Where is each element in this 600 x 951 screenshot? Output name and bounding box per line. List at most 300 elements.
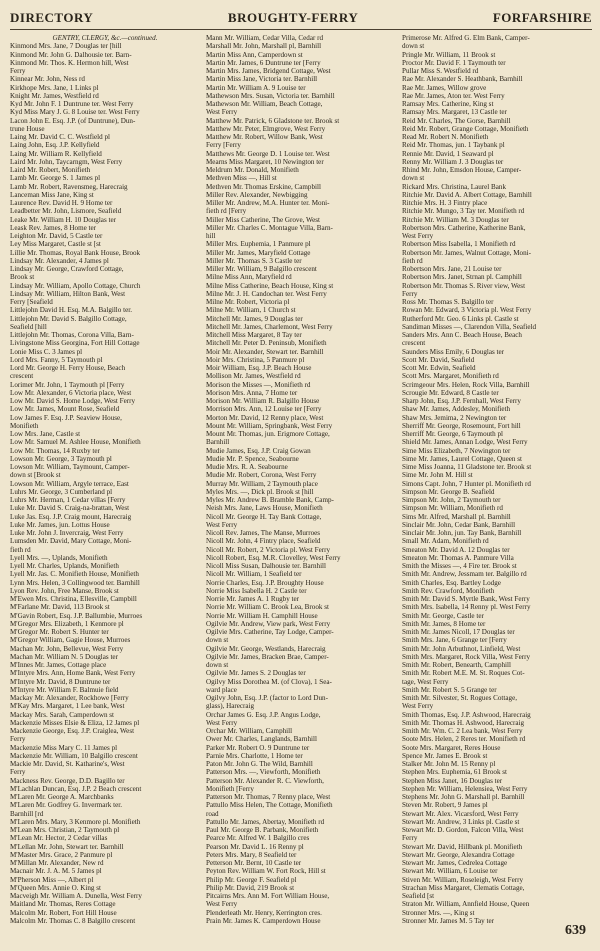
directory-entry: Rae Mr. James, Willow grove xyxy=(402,83,487,92)
directory-entry: Rutherford Mr. Geo. 6 Links pl. Castle st xyxy=(402,314,519,323)
directory-entry: Mathewson Mr. William, Beach Cottage, xyxy=(206,100,323,108)
directory-entry: Mathewson Mrs. Susan, Victoria ter. Barnhill xyxy=(206,91,335,100)
directory-entry: Low James F. Esq. J.P. Seaview House, xyxy=(10,413,122,422)
directory-entry: Mann Mr. William, Cedar Villa, Cedar rd xyxy=(206,34,324,42)
directory-entry: Pitcairns Mrs. Ann M. Fort William House, xyxy=(206,892,330,900)
directory-entry: Shaw Mrs. Jemima, 2 Newington ter xyxy=(402,413,507,422)
directory-entry: Lord Mr. George H. Ferry House, Beach xyxy=(10,364,126,372)
directory-entry: Scrougie Mr. Edward, 8 Castle ter xyxy=(402,388,499,397)
directory-entry: Smith Mr. Robert M.E. M. St. Roques Cot- xyxy=(402,669,525,678)
directory-entry: Lumsden Mr. David, Mary Cottage, Moni- xyxy=(10,537,132,546)
directory-entry: Low Mr. Alexander, 6 Victoria place, West xyxy=(10,388,132,397)
directory-entry: Lyell Mr. Jas. C. Monifieth House, Monifieth xyxy=(10,570,139,579)
directory-entry: Malcolm Mr. Thomas C. 8 Balgillo crescent xyxy=(10,916,136,925)
directory-entry: Meldrum Mr. Donald, Monifieth xyxy=(206,166,299,174)
directory-entry: Read Mr. Robert N. Monifieth xyxy=(402,133,489,141)
directory-entry: Ogilvie Mrs. Catherine, Tay Lodge, Camper- xyxy=(206,628,334,636)
directory-entry: Littlejohn Mr. David S. Balgillo Cottage, xyxy=(10,314,127,323)
directory-entry: West Ferry xyxy=(402,702,434,711)
directory-entry: Steven Mr. Robert, 9 James pl xyxy=(402,801,488,810)
directory-entry: Methven Miss —, Hill st xyxy=(206,174,277,183)
directory-entry: Mackenzie Miss Mary C. 11 James pl xyxy=(10,743,118,752)
directory-entry: Kinmond Mr. John G. Dalhousie ter. Barn- xyxy=(10,50,132,59)
directory-entry: Lindsay Mr. William, Apollo Cottage, Church xyxy=(10,281,141,290)
directory-entry: Norrie Miss Isabella H. 2 Castle ter xyxy=(206,586,307,595)
directory-entry: Scott Mrs. Margaret, Monifieth rd xyxy=(402,372,499,381)
directory-entry: Lynn Mrs. Helen, 3 Collingwood ter. Barnhill xyxy=(10,578,140,587)
directory-entry: Matthews Mr. George D. 1 Louise ter. West xyxy=(206,149,330,158)
directory-entry: Stewart Mr. James, Cedrelea Cottage xyxy=(402,859,508,867)
directory-entry: Sharp John, Esq. J.P. Fernhall, West Ferry xyxy=(402,397,521,405)
directory-entry: Kinmond Mr. Thos. K. Hermon hill, West xyxy=(10,58,129,67)
column-2 xyxy=(206,34,396,925)
directory-entry: Stewart Mr. Alex. Vicarsford, West Ferry xyxy=(402,809,519,818)
directory-entry: Orchar James G. Esq. J.P. Angus Lodge, xyxy=(206,710,321,719)
directory-entry: Nicoll Mr. Robert, 2 Victoria pl. West Ferry xyxy=(206,545,331,554)
directory-entry: Mitchell Miss Margaret, 8 Tay ter xyxy=(206,331,302,339)
directory-columns xyxy=(10,34,592,925)
directory-entry: Rae Mr. James, Aton ter. West Ferry xyxy=(402,91,505,100)
directory-entry: Pattullo Miss Helen, The Cottage, Monifieth xyxy=(206,801,333,810)
directory-entry: Myles Mrs. —, Dick pl. Brook st [hill xyxy=(206,487,314,496)
directory-entry: Leake Mr. William H. 10 Douglas ter xyxy=(10,215,116,224)
directory-entry: Luhrs Mr. Herman, 1 Cedar villas [Ferry xyxy=(10,496,126,504)
directory-entry: West Ferry xyxy=(206,520,238,529)
column-1-subtitle: GENTRY, CLERGY, &c.—continued. xyxy=(52,34,158,42)
directory-entry: Ogilvie Mr. George, Westlands, Harecraig xyxy=(206,644,326,653)
directory-entry: Smith Thomas, Esq. J.P. Ashwood, Harecraig xyxy=(402,710,531,719)
directory-entry: Sime Mr. James, Laurel Cottage, Queen st xyxy=(402,454,522,463)
directory-entry: Smith Mr. Wm. C. 2 Lea bank, West Ferry xyxy=(402,727,523,735)
directory-entry: Mitchell Mr. James, Charlemont, West Ferry xyxy=(206,322,333,331)
directory-entry: Low Mr. Thomas, 14 Ruxby ter xyxy=(10,446,100,455)
header-left: DIRECTORY xyxy=(10,10,94,25)
directory-entry: Luke Jas. Esq. J.P. Craig mount, Harecraig xyxy=(10,512,132,521)
directory-entry: Pearson Mr. David L. 16 Renny pl xyxy=(206,842,304,851)
directory-entry: Martin Mr. William A. 9 Louise ter xyxy=(206,83,306,92)
directory-entry: Rickard Mrs. Christina, Laurel Bank xyxy=(402,182,507,191)
directory-entry: Lillie Mr. Thomas, Royal Bank House, Brook xyxy=(10,248,141,257)
directory-entry: Ferry xyxy=(402,834,418,843)
directory-entry: Parker Mr. Robert O. 9 Duntrune ter xyxy=(206,743,310,752)
directory-entry: Proctor Mr. David F. 1 Taymouth ter xyxy=(402,58,506,67)
directory-entry: M'Lean Mr. Hector, 2 Cedar villas xyxy=(10,834,108,843)
directory-entry: Smith Mrs. Jane, 6 Grange ter [Ferry xyxy=(402,636,507,645)
directory-entry: road xyxy=(206,809,219,818)
directory-entry: Stewart Mr. David, Hillbank pl. Monifieth xyxy=(402,842,523,851)
directory-entry: Kyd Miss Mary J. G. 8 Louise ter. West Ferry xyxy=(10,108,140,117)
directory-entry: Miller Rev. Alexander, Newbigging xyxy=(206,190,308,199)
directory-entry: Robertson Mrs. Janet, Strnan pl. Camphill xyxy=(402,273,522,282)
directory-entry: Ogilvy John, Esq. J.P. (factor to Lord Dun- xyxy=(206,694,328,702)
directory-entry: Smith the Misses —, 4 Fire ter. Brook st xyxy=(402,562,517,570)
directory-entry: Lanceman Miss Jane, King st xyxy=(10,190,94,199)
directory-entry: M'Gregor William, Gagie House, Murroes xyxy=(10,636,131,645)
directory-entry: Miller Mr. James, Maryfield Cottage xyxy=(206,248,311,257)
directory-entry: Nicoll Mr. William, 1 Seafield ter xyxy=(206,570,302,579)
directory-entry: Soote Mrs. Helen, 2 Reres ter. Monifieth rd xyxy=(402,735,526,744)
directory-entry: Mearns Miss Margaret, 10 Newington ter xyxy=(206,157,324,166)
directory-entry: M'Laren Mr. Godfrey G. Invermark ter. xyxy=(10,801,122,810)
directory-entry: Monifieth [Ferry xyxy=(206,784,254,793)
directory-entry: Miller Miss Catherine, The Grove, West xyxy=(206,215,321,224)
directory-entry: Spence Mr. James E. Brook st xyxy=(402,751,488,760)
column-3 xyxy=(402,34,592,925)
directory-entry: Moir William, Esq. J.P. Beach House xyxy=(206,364,312,372)
directory-entry: Moir Mrs. Christina, 5 Panmure pl xyxy=(206,355,305,364)
directory-entry: Mackenzie Misses Elsie & Eliza, 12 James pl xyxy=(10,718,140,727)
directory-entry: M'Intyre Mr. William F. Balmuie field xyxy=(10,685,119,694)
directory-entry: Kinnear Mr. John, Ness rd xyxy=(10,75,85,84)
directory-entry: Miller Mr. Thomas S. 3 Castle ter xyxy=(206,256,302,265)
directory-entry: fieth rd xyxy=(10,545,31,554)
directory-entry: Mollison Mr. James, Westfield rd xyxy=(206,372,301,381)
directory-entry: Robertson Mrs. Catherine, Katherine Bank, xyxy=(402,223,526,232)
directory-entry: Milne Miss Ann, Maryfield rd xyxy=(206,273,292,282)
directory-entry: Kinmond Mrs. Jane, 7 Douglas ter [hill xyxy=(10,42,122,51)
directory-entry: West Ferry xyxy=(206,718,238,727)
directory-entry: Mackie Mr. David, St. Katharine's, West xyxy=(10,760,125,768)
directory-entry: M'Millan Mr. Alexander, New rd xyxy=(10,859,104,867)
directory-entry: Matthew Mr. Robert, Willow Bank, West xyxy=(206,133,323,141)
directory-entry: Mackenzie Mr. William, 10 Balgillo crescent xyxy=(10,751,138,760)
directory-entry: Barnhill [rd xyxy=(10,809,44,818)
directory-entry: crescent xyxy=(402,339,426,348)
directory-entry: Martin Miss Jane, Victoria ter. Barnhill xyxy=(206,75,318,84)
directory-entry: Simpson Mr. John, 2 Taymouth ter xyxy=(402,496,501,504)
directory-entry: Pearce Mr. Alfred W. 1 Balgillo cres xyxy=(206,834,310,843)
directory-entry: M'Gavin Robert, Esq. J.P. Ballumbie, Murroes xyxy=(10,611,143,620)
directory-entry: Ferry xyxy=(10,735,26,744)
directory-entry: Luhrs Mr. George, 3 Cumberland pl xyxy=(10,487,113,496)
directory-entry: Ferry [Ferry xyxy=(206,141,241,150)
directory-entry: ward place xyxy=(206,685,237,694)
directory-entry: Smith Mrs. Margaret, Rock Villa, West Ferry xyxy=(402,652,531,661)
directory-entry: West Ferry xyxy=(402,232,434,240)
directory-entry: Martin Miss Ann, Camperdown st xyxy=(206,50,303,59)
directory-entry: trune House xyxy=(10,124,45,133)
directory-entry: M'Gregor Mrs. Elizabeth, 1 Kenmore pl xyxy=(10,619,124,628)
directory-entry: Leadbetter Mr. John, Lismore, Seafield xyxy=(10,207,122,216)
directory-entry: Patterson Mr. Alexander R. C. Viewforth, xyxy=(206,776,324,785)
directory-entry: Mudie Mrs. R. A. Seabourne xyxy=(206,463,288,471)
directory-entry: Mudie Mr. Robert, Corona, West Ferry xyxy=(206,471,317,480)
directory-entry: M'Kay Mrs. Margaret, 1 Lee bank, West xyxy=(10,702,125,711)
directory-entry: Kirkhope Mrs. Jane, 1 Links pl xyxy=(10,83,99,92)
page-number: 639 xyxy=(565,923,586,938)
directory-entry: Low Mrs. Jane, Castle st xyxy=(10,430,81,438)
directory-entry: Scott Mr. Edwin, Seafield xyxy=(402,364,476,372)
directory-entry: Macnair Mr. J. A. M. 5 James pl xyxy=(10,867,102,876)
directory-entry: Ogilvy Miss Dorothea M. (of Clova), 1 Sea- xyxy=(206,677,332,686)
directory-entry: Maitland Mr. Thomas, Reres Cottage xyxy=(10,900,116,909)
directory-entry: Norrie Mr. William C. Brook Lea, Brook st xyxy=(206,603,329,612)
directory-entry: down st xyxy=(402,174,425,183)
directory-entry: Leighton Mr. David, 5 Castle ter xyxy=(10,232,103,240)
directory-entry: M'Lellan Mr. John, Stewart ter. Barnhill xyxy=(10,842,124,851)
directory-entry: Paul Mr. George B. Parbank, Monifieth xyxy=(206,826,319,834)
directory-entry: Philip Mr. David, 219 Brook st xyxy=(206,883,295,892)
directory-entry: Morton Mr. David, 12 Renny place, West xyxy=(206,413,324,422)
directory-entry: Orchar Mr. William, Camphill xyxy=(206,727,293,735)
directory-entry: Lamb Mr. George S. 1 James pl xyxy=(10,174,101,183)
directory-entry: Strachan Miss Margaret, Clematis Cottage, xyxy=(402,883,525,892)
directory-entry: Smith Charles, Esq. Bartley Lodge xyxy=(402,578,501,587)
directory-entry: Reid Mr. Robert, Grange Cottage, Monifieth xyxy=(402,124,529,133)
directory-entry: Matthew Mr. Patrick, 6 Gladstone ter. Brook st xyxy=(206,116,340,125)
directory-entry: Ramsay Mrs. Margaret, 13 Castle ter xyxy=(402,108,507,117)
directory-entry: Neish Mrs. Jane, Laws House, Monifieth xyxy=(206,504,323,513)
directory-entry: Smith Mr. John Arbuthnot, Linfield, West xyxy=(402,644,521,653)
directory-entry: Barnhill xyxy=(206,438,230,447)
directory-entry: Rae Mr. Alexander S. Heathbank, Barnhill xyxy=(402,75,523,84)
directory-entry: Milne Mr. J. H. Candochan ter. West Ferry xyxy=(206,289,327,298)
directory-entry: Lord Mrs. Fanny, 5 Taymouth pl xyxy=(10,355,103,364)
directory-entry: Ross Mr. Thomas S. Balgillo ter xyxy=(402,298,494,306)
header-right: FORFARSHIRE xyxy=(492,10,592,25)
directory-entry: M'Master Mrs. Grace, 2 Panmure pl xyxy=(10,850,113,859)
directory-entry: Lorimer Mr. John, 1 Taymouth pl [Ferry xyxy=(10,380,125,389)
directory-entry: Lyell Mr. Charles, Uplands, Monifieth xyxy=(10,562,119,570)
directory-entry: Nicoll Miss Susan, Dalhousie ter. Barnhill xyxy=(206,562,326,570)
directory-entry: Soote Mrs. Margaret, Reres House xyxy=(402,743,501,752)
directory-entry: Laing John, Esq. J.P. Kellyfield xyxy=(10,141,100,150)
directory-entry: Martin Mrs. James, Bridgend Cottage, West xyxy=(206,67,331,75)
directory-entry: Miller Mr. William, 9 Balgillo crescent xyxy=(206,265,317,273)
directory-entry: Smith Rev. Crawford, Monifieth xyxy=(402,586,495,595)
directory-entry: Malcolm Mr. Robert, Fort Hill House xyxy=(10,908,117,917)
directory-entry: Robertson Mrs. Jane, 21 Louise ter xyxy=(402,265,502,273)
directory-entry: M'Lean Mrs. Christian, 2 Taymouth pl xyxy=(10,826,120,834)
directory-entry: Ritchie Mr. Mungo, 3 Tay ter. Monifieth rd xyxy=(402,207,525,216)
directory-entry: Brook st xyxy=(10,273,35,282)
directory-entry: Ritchie Mr. David A. Albert Cottage, Barnhill xyxy=(402,190,532,199)
directory-entry: Norrie Mr. James A. 1 Rugby ter xyxy=(206,595,299,603)
directory-entry: fieth rd xyxy=(402,256,423,265)
directory-entry: Methven Mr. Thomas Erskine, Campbill xyxy=(206,182,321,191)
directory-entry: Patterson Mrs. —, Viewforth, Monifieth xyxy=(206,768,321,777)
directory-entry: Luke Mr. James, jun. Lottus House xyxy=(10,520,110,529)
directory-entry: Robertson Miss Isabella, 1 Monifieth rd xyxy=(402,240,516,249)
directory-entry: Sherriff Mr. George, 6 Taymouth pl xyxy=(402,430,503,438)
directory-entry: Mackenzie George, Esq. J.P. Craiglea, West xyxy=(10,727,135,735)
directory-entry: Morison Mrs. Anna, 7 Home ter xyxy=(206,388,298,397)
directory-entry: Machan Mr. John, Bellevue, West Ferry xyxy=(10,644,124,653)
directory-entry: Sinclair Mr. John, Cedar Bank, Barnhill xyxy=(402,520,516,529)
directory-entry: Myles Mr. Andrew B. Bramble Bank, Camp- xyxy=(206,496,334,504)
directory-entry: Smeaton Mr. David A. 12 Douglas ter xyxy=(402,545,510,554)
directory-entry: Lindsay Mr. Alexander, 4 James pl xyxy=(10,256,109,265)
directory-entry: Renny Mr. William J. 3 Douglas ter xyxy=(402,157,504,166)
directory-entry: glass), Harecraig xyxy=(206,702,255,711)
directory-entry: Morrison Mrs. Ann, 12 Louise ter [Ferry xyxy=(206,405,322,414)
directory-entry: Luke Mr. David S. Craig-na-brattan, West xyxy=(10,504,130,513)
directory-entry: Miller Mr. Charles C. Montague Villa, Barn- xyxy=(206,223,333,232)
directory-entry: Petterson Mr. Bernt, 10 Castle ter xyxy=(206,859,302,867)
directory-entry: Plenderleath Mr. Henry, Kerrington cres. xyxy=(206,908,322,917)
directory-entry: Ower Mr. Charles, Langlands, Barnhill xyxy=(206,735,317,744)
directory-entry: Sims Mr. Alfred, Marshall pl. Barnhill xyxy=(402,512,511,521)
directory-entry: Smith Mr. James Nicoll, 17 Douglas ter xyxy=(402,628,515,636)
directory-entry: Primerose Mr. Alfred G. Elm Bank, Camper- xyxy=(402,34,530,42)
directory-entry: Peyton Rev. William W. Fort Rock, Hill st xyxy=(206,867,326,876)
directory-entry: Nicoll Mr. John, 4 Fintry place, Seafield xyxy=(206,537,321,546)
directory-entry: Matthew Mr. Peter, Elmgrove, West Ferry xyxy=(206,124,326,133)
directory-entry: Ferry xyxy=(10,768,26,777)
directory-entry: Pullar Miss S. Westfield rd xyxy=(402,67,479,75)
directory-entry: Sandiman Misses —, Clarendon Villa, Seafield xyxy=(402,322,537,331)
directory-entry: Martin Mr. James, 6 Duntrune ter [Ferry xyxy=(206,58,321,67)
directory-entry: Prain Mr. James K. Camperdown House xyxy=(206,916,321,925)
directory-entry: M'Laren Mrs. Mary, 3 Kenmore pl. Monifieth xyxy=(10,817,141,826)
directory-entry: Lindsay Mr. William, Hilton Bank, West xyxy=(10,289,126,298)
directory-entry: Norrie Charles, Esq. J.P. Broughty House xyxy=(206,578,324,587)
directory-entry: Ogilvie Mr. Andrew, View park, West Ferry xyxy=(206,619,331,628)
directory-entry: Patterson Mr. Thomas, 7 Renny place, West xyxy=(206,793,331,801)
directory-entry: Smith Mr. David S. Myrtle Bank, West Ferry xyxy=(402,595,530,603)
directory-entry: Sime Miss Elizabeth, 7 Newington ter xyxy=(402,446,511,455)
directory-entry: Pringle Mr. William, 11 Brook st xyxy=(402,50,496,59)
directory-entry: Moir Mr. Alexander, Stewart ter. Barnhill xyxy=(206,347,324,356)
directory-entry: Macveigh Mr. William A. Dunella, West Ferry xyxy=(10,892,142,900)
directory-entry: Sinclair Mr. John, jun. Tay Bank, Barnhill xyxy=(402,529,522,537)
directory-entry: Robertson Mr. James, Walnut Cottage, Moni- xyxy=(402,248,531,257)
directory-entry: West Ferry xyxy=(206,900,238,909)
directory-entry: down st xyxy=(206,636,229,645)
directory-entry: Shield Mr. James, Annan Lodge, West Ferry xyxy=(402,438,528,447)
directory-entry: Morison Mr. William R. Balgillo House xyxy=(206,397,320,405)
directory-entry: Stephen Miss Janet, 16 Douglas ter xyxy=(402,776,503,785)
directory-entry: Seafield [hill xyxy=(10,322,47,331)
directory-entry: Livingstone Miss Georgina, Fort Hill Cottage xyxy=(10,339,140,348)
directory-entry: Ramsay Mrs. Catherine, King st xyxy=(402,100,494,108)
directory-entry: Ferry xyxy=(402,289,418,298)
directory-entry: Laurence Rev. David H. 9 Home ter xyxy=(10,199,113,207)
directory-entry: Marshall Mr. John, Marshall pl, Barnhill xyxy=(206,42,322,51)
directory-entry: Mackay Mrs. Sarah, Camperdown st xyxy=(10,710,115,719)
directory-entry: Stephens Mr. John G. Marshall pl. Barnhill xyxy=(402,793,525,801)
directory-entry: Ferry [Seafield xyxy=(10,298,53,306)
directory-entry: Smith Mr. James, 8 Home ter xyxy=(402,619,486,628)
directory-entry: Laing Mr. William R. Kellyfield xyxy=(10,149,102,158)
directory-entry: Miller Mrs. Euphemia, 1 Panmure pl xyxy=(206,240,311,249)
directory-entry: Seafield [st xyxy=(402,892,435,900)
directory-entry: Ritchie Mrs. H. 3 Fintry place xyxy=(402,199,488,207)
directory-entry: Lowson Mr. William, Argyle terrace, East xyxy=(10,479,129,488)
directory-entry: Stewart Mr. D. Gordon, Falcon Villa, West xyxy=(402,826,524,834)
directory-entry: Littlejohn David H. Esq. M.A. Balgillo ter. xyxy=(10,306,132,315)
directory-entry: Ogilvie Mr. James, Bracken Brae, Camper- xyxy=(206,652,329,661)
directory-entry: Monifieth xyxy=(10,421,39,430)
directory-entry: Morison the Misses —, Monifieth rd xyxy=(206,380,311,389)
directory-entry: M'Laren Mr. George A. Marchbanks xyxy=(10,793,114,801)
directory-entry: Paton Mr. John G. The Wild, Barnhill xyxy=(206,760,313,768)
directory-entry: Lacon John E. Esq. J.P. (of Duntrune), Dun- xyxy=(10,116,136,125)
directory-entry: hill xyxy=(206,232,216,240)
header-center: BROUGHTY-FERRY xyxy=(227,10,359,25)
directory-entry: Kyd Mr. John F. 1 Duntrune ter. West Ferry xyxy=(10,100,134,108)
directory-entry: Robertson Mr. Thomas S. River view, West xyxy=(402,281,526,290)
directory-entry: Reid Mr. Charles, The Gorse, Barnhill xyxy=(402,116,511,125)
directory-entry: Smith Mr. Thomas H. Ashwood, Harecraig xyxy=(402,718,525,727)
directory-entry: Lindsay Mr. George, Crawford Cottage, xyxy=(10,265,124,273)
directory-entry: Mackness Rev. George, D.D. Bagillo ter xyxy=(10,776,125,785)
directory-entry: Sanders Mrs. Ann C. Beach House, Beach xyxy=(402,331,522,339)
directory-entry: Smith Mr. Silvester, St. Rogues Cottage, xyxy=(402,694,517,702)
directory-entry: Smith Mr. George, Castle ter xyxy=(402,611,484,620)
directory-entry: Mudie James, Esq. J.P. Craig Gowan xyxy=(206,446,311,455)
directory-entry: Pattullo Mr. James, Abertay, Monifieth rd xyxy=(206,817,325,826)
directory-entry: Reid Mr. Thomas, jun. 1 Taybank pl xyxy=(402,141,505,150)
directory-entry: M'Lachlan Duncan, Esq. J.P. 2 Beach crescent xyxy=(10,784,142,793)
directory-entry: Machan Mr. William N. 5 Douglas ter xyxy=(10,652,118,661)
directory-entry: Mackay Mr. Alexander, Rockhowe [Ferry xyxy=(10,694,129,702)
directory-entry: Small Mr. Adam, Monifieth rd xyxy=(402,537,489,546)
page-header xyxy=(10,10,592,30)
directory-entry: Nicoll Robert, Esq. M.R. Clovelley, West Ferry xyxy=(206,553,341,562)
directory-entry: Laing Mr. David C. C. Westfield pl xyxy=(10,133,110,141)
directory-entry: Stewart Mr. William, 6 Louise ter xyxy=(402,867,498,876)
directory-entry: Stephen Mr. William, Helensiea, West Ferry xyxy=(402,784,528,793)
directory-entry: Smith Mr. Robert S. 5 Grange ter xyxy=(402,685,497,694)
directory-entry: Low Mr. James, Mount Rose, Seafield xyxy=(10,405,120,414)
directory-entry: down st xyxy=(206,661,229,669)
directory-entry: Knight Mr. James, Westfield rd xyxy=(10,91,99,100)
directory-entry: Mount Mr. William, Springbank, West Ferry xyxy=(206,421,333,430)
directory-entry: M'Innes Mr. James, Cottage place xyxy=(10,661,107,669)
directory-entry: Stewart Mr. Andrew, 3 Links pl. Castle st xyxy=(402,817,520,826)
directory-entry: Simons Capt. John, 7 Hunter pl. Monifieth rd xyxy=(402,479,531,488)
directory-entry: Lowson Mr. George, 3 Taymouth pl xyxy=(10,454,112,463)
directory-entry: M'Farlane Mr. David, 113 Brook st xyxy=(10,603,110,612)
directory-entry: Lyon Rev. John, Free Manse, Brook st xyxy=(10,586,119,595)
directory-entry: Lowson Mr. William, Taymount, Camper- xyxy=(10,463,130,471)
directory-entry: Rennie Mr. David, 1 Seaward pl xyxy=(402,149,494,158)
directory-entry: Smith Mr. Andrew, Jessmam ter. Balgillo rd xyxy=(402,570,527,579)
directory-entry: Ley Miss Margaret, Castle st [st xyxy=(10,240,101,249)
directory-entry: Sime Mr. John M. Hill st xyxy=(402,471,473,480)
directory-entry: down st xyxy=(402,42,425,51)
directory-entry: Low Mr. Samuel M. Ashlee House, Monifieth xyxy=(10,438,141,447)
directory-entry: Straton Mr. William, Annfield House, Queen xyxy=(402,900,530,909)
directory-entry: Scott Mr. David, Seafield xyxy=(402,355,475,364)
directory-entry: Saunders Miss Emily, 6 Douglas ter xyxy=(402,347,504,356)
directory-entry: Mudie Mr. P. Spence, Seabourne xyxy=(206,454,299,463)
directory-entry: Smith Mrs. Isabella, 14 Renny pl. West Ferry xyxy=(402,603,531,612)
directory-entry: West Ferry xyxy=(206,108,238,117)
directory-entry: Ogilvie Mr. James S. 2 Douglas ter xyxy=(206,669,306,678)
directory-entry: Stalker Mr. John M. 15 Renny pl xyxy=(402,760,496,768)
directory-entry: M'Intyre Mr. David, 8 Duntrune ter xyxy=(10,677,111,686)
directory-entry: Nicoll Rev. James, The Manse, Murroes xyxy=(206,529,321,537)
directory-entry: Mitchell Mr. Peter D. Peninsub, Monifieth xyxy=(206,339,327,348)
directory-entry: Stronner Mrs. —, King st xyxy=(402,908,475,917)
directory-entry: Simpson Mr. George B. Seafield xyxy=(402,487,495,496)
directory-entry: Stiven Mr. William, Roseleigh, West Ferry xyxy=(402,875,524,884)
directory-entry: Rowan Mr. Edward, 3 Victoria pl. West Ferry xyxy=(402,306,532,315)
directory-entry: Stronner Mr. James M. 5 Tay ter xyxy=(402,916,494,925)
directory-entry: Shaw Mr. James, Addesley, Monifieth xyxy=(402,405,511,414)
directory-entry: Laird Mr. Robert, Monifieth xyxy=(10,166,91,174)
directory-entry: Lonie Miss C. 3 James pl xyxy=(10,347,83,356)
directory-entry: crescent xyxy=(10,372,34,381)
directory-entry: Stephen Mrs. Euphemia, 61 Brook st xyxy=(402,768,508,777)
directory-entry: Scrimgeour Mrs. Helen, Rock Villa, Barnhill xyxy=(402,380,530,389)
directory-entry: Sherriff Mr. George, Rosemount, Fort hill xyxy=(402,421,521,430)
directory-entry: Parnie Mrs. Charlotte, 1 Home ter xyxy=(206,751,303,760)
directory-entry: Littlejohn Mr. Thomas, Corona Villa, Barn- xyxy=(10,331,134,339)
directory-entry: M'Gregor Mr. Robert S. Hunter ter xyxy=(10,628,109,636)
